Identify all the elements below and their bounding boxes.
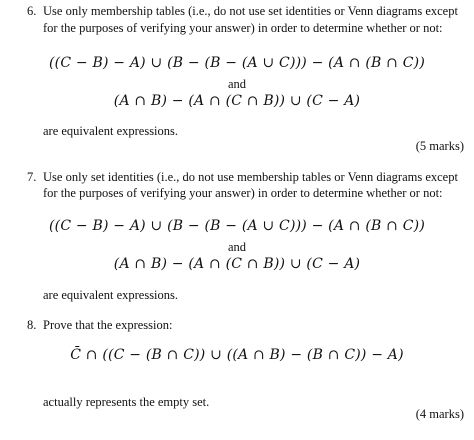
marks-label: (5 marks) — [415, 139, 464, 153]
question-text-line: Use only set identities (i.e., do not use membership tables or Venn diagrams except — [43, 170, 458, 184]
conjunction-text: and — [227, 240, 247, 254]
question-number: 6. — [27, 4, 37, 18]
question-number: 8. — [27, 318, 37, 332]
question-closing-text: are equivalent expressions. — [43, 288, 179, 302]
question-text-line: for the purposes of verifying your answer) in order to determine whether or not: — [43, 21, 443, 35]
set-expression: ((C − B) − A) ∪ (B − (B − (A ∪ C))) − (A ∩ (B ∩ C)) — [49, 218, 425, 234]
set-expression: C̄ ∩ ((C − (B ∩ C)) ∪ ((A ∩ B) − (B ∩ C)) − A) — [70, 347, 404, 363]
set-expression: ((C − B) − A) ∪ (B − (B − (A ∪ C))) − (A ∩ (B ∩ C)) — [49, 55, 425, 71]
question-text-line: for the purposes of verifying your answer) in order to determine whether or not: — [43, 186, 443, 200]
marks-label: (4 marks) — [415, 407, 464, 421]
question-text-line: Prove that the expression: — [43, 318, 173, 332]
question-closing-text: actually represents the empty set. — [43, 395, 210, 409]
set-expression: (A ∩ B) − (A ∩ (C ∩ B)) ∪ (C − A) — [113, 93, 361, 109]
question-text-line: Use only membership tables (i.e., do not use set identities or Venn diagrams except — [43, 4, 458, 18]
conjunction-text: and — [227, 77, 247, 91]
question-number: 7. — [27, 170, 37, 184]
set-expression: (A ∩ B) − (A ∩ (C ∩ B)) ∪ (C − A) — [113, 256, 361, 272]
question-closing-text: are equivalent expressions. — [43, 124, 179, 138]
